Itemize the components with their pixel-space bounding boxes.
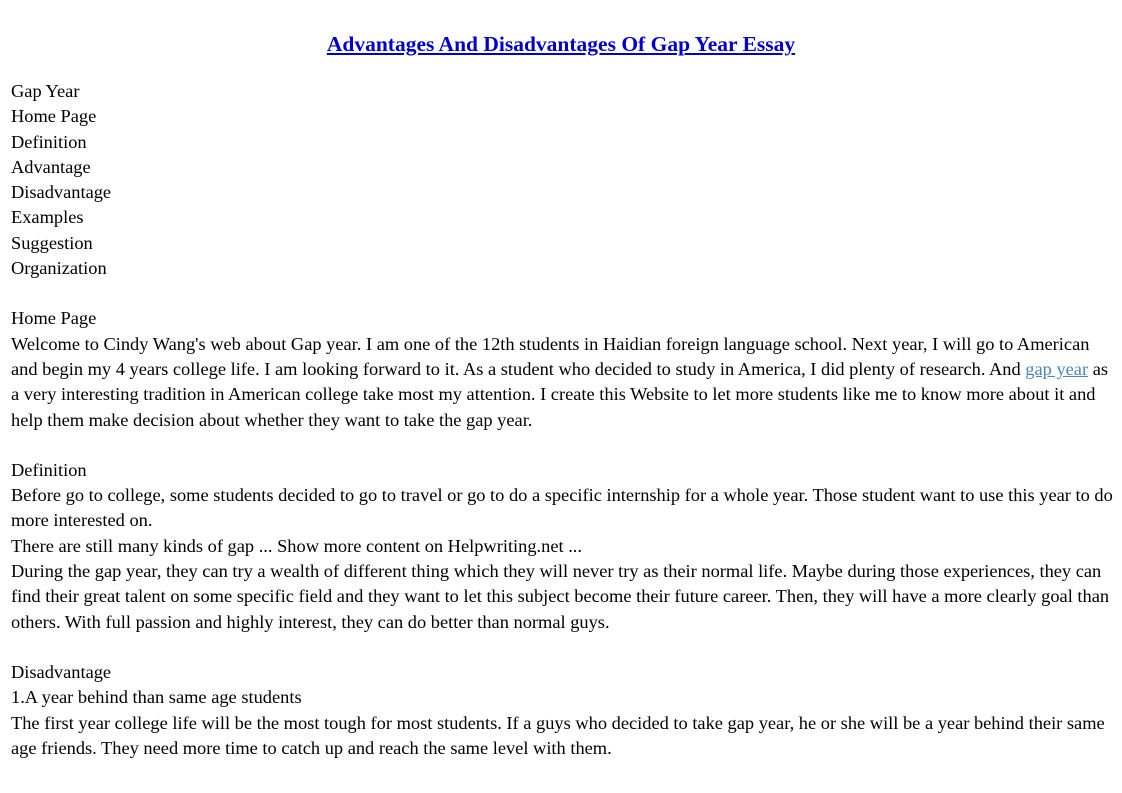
definition-paragraph-3: During the gap year, they can try a wealth of different thing which they will never try as their normal life. Maybe during those experiences, they can find their great talent on some specific field and they want to let this subject become their future career. Then, they will have a more clearly goal than others. With full passion and highly interest, they can do better than normal guys. <box>11 561 1110 632</box>
toc-item-definition: Definition <box>11 131 87 152</box>
definition-paragraph-1: Before go to college, some students decided to go to travel or go to do a specific internship for a whole year. Those student want to use this year to do more interested on. <box>11 485 1113 531</box>
toc-item-organization: Organization <box>11 258 107 279</box>
disadvantage-point-1: 1.A year behind than same age students <box>11 687 302 708</box>
gap-year-link[interactable]: gap year <box>1025 358 1089 379</box>
page-title-link[interactable]: Advantages And Disadvantages Of Gap Year Essay <box>326 32 796 56</box>
toc-item-examples: Examples <box>11 207 84 228</box>
toc-item-advantage: Advantage <box>11 156 91 177</box>
section-spacer <box>11 281 1113 306</box>
home-text-after-link: as a very interesting tradition in American college take most my attention. I create this Website to let more students like me to know more about it and help them make decision about whether they want to take the gap year. <box>11 358 1109 430</box>
toc-item-suggestion: Suggestion <box>11 232 93 253</box>
section-spacer <box>11 635 1113 660</box>
disadvantage-paragraph-1: The first year college life will be the most tough for most students. If a guys who decided to take gap year, he or she will be a year behind their same age friends. They need more time to catch up and reach the same level with them. <box>11 712 1105 758</box>
disadvantage-heading: Disadvantage <box>11 661 112 682</box>
toc-item-disadvantage: Disadvantage <box>11 182 112 203</box>
home-text-before-link: Welcome to Cindy Wang's web about Gap year. I am one of the 12th students in Haidian foreign language school. Next year, I will go to American and begin my 4 years college life. I am looking forward to it. As a student who decided to study in America, I did plenty of research. And <box>11 333 1090 379</box>
definition-paragraph-2: There are still many kinds of gap ... Show more content on Helpwriting.net ... <box>11 535 583 556</box>
home-paragraph <box>11 332 1113 433</box>
toc-heading: Gap Year <box>11 81 80 101</box>
definition-heading: Definition <box>11 459 87 480</box>
section-spacer <box>11 433 1113 458</box>
title-container <box>0 30 1122 59</box>
article-body <box>11 79 1113 761</box>
toc-item-home-page: Home Page <box>11 106 97 127</box>
home-heading: Home Page <box>11 308 97 329</box>
